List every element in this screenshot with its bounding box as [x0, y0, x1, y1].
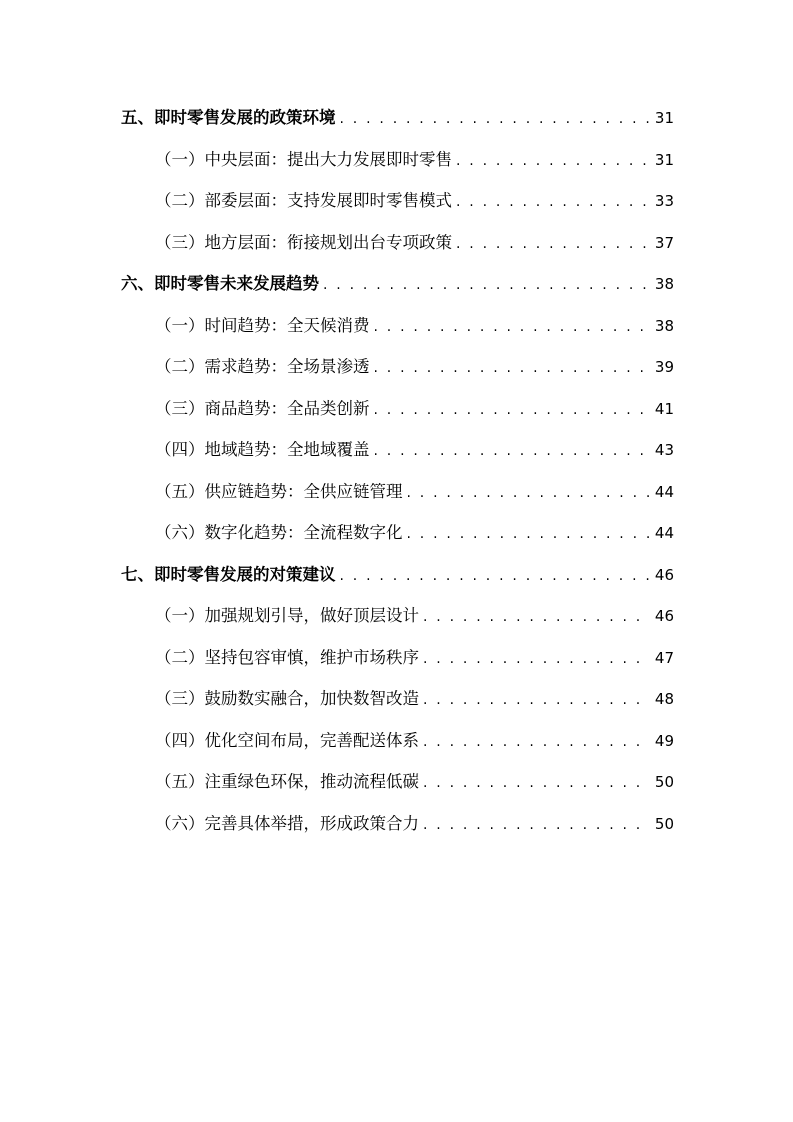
toc-entry-label: 六、即时零售未来发展趋势 [121, 274, 319, 293]
dot-leader [374, 315, 649, 339]
toc-entry-section-7-2[interactable] [155, 646, 674, 670]
dot-leader [374, 398, 649, 422]
toc-entry-section-5-2[interactable] [155, 189, 674, 213]
dot-leader [340, 107, 649, 131]
toc-entry-section-7[interactable] [121, 563, 674, 587]
toc-page-number: 49 [654, 732, 674, 750]
toc-page-number: 44 [654, 483, 674, 501]
toc-entry-label: （一）加强规划引导，做好顶层设计 [155, 606, 419, 625]
dot-leader [423, 647, 649, 671]
toc-entry-label: （五）注重绿色环保，推动流程低碳 [155, 772, 419, 791]
toc-entry-label: （一）中央层面：提出大力发展即时零售 [155, 150, 452, 169]
toc-entry-label: （二）坚持包容审慎，维护市场秩序 [155, 648, 419, 667]
dot-leader [407, 481, 649, 505]
toc-page-number: 31 [654, 151, 674, 169]
dot-leader [407, 522, 649, 546]
toc-entry-label: （三）地方层面：衔接规划出台专项政策 [155, 233, 452, 252]
toc-entry-label: （四）优化空间布局，完善配送体系 [155, 731, 419, 750]
toc-page-number: 46 [654, 566, 674, 584]
toc-entry-label: （二）需求趋势：全场景渗透 [155, 357, 370, 376]
toc-entry-section-7-3[interactable] [155, 687, 674, 711]
dot-leader [374, 439, 649, 463]
toc-entry-label: （三）商品趋势：全品类创新 [155, 399, 370, 418]
dot-leader [423, 771, 649, 795]
toc-entry-label: （一）时间趋势：全天候消费 [155, 316, 370, 335]
toc-page-number: 44 [654, 524, 674, 542]
toc-entry-section-7-1[interactable] [155, 604, 674, 628]
toc-entry-label: （五）供应链趋势：全供应链管理 [155, 482, 403, 501]
toc-page-number: 47 [654, 649, 674, 667]
toc-page-number: 37 [654, 234, 674, 252]
toc-page-number: 38 [654, 317, 674, 335]
toc-page-number: 38 [654, 275, 674, 293]
toc-entry-label: 五、即时零售发展的政策环境 [121, 108, 336, 127]
toc-page-number: 48 [654, 690, 674, 708]
dot-leader [423, 605, 649, 629]
toc-page-number: 41 [654, 400, 674, 418]
toc-entry-section-6[interactable] [121, 272, 674, 296]
toc-page-number: 39 [654, 358, 674, 376]
toc-entry-section-6-6[interactable] [155, 521, 674, 545]
toc-entry-section-6-5[interactable] [155, 480, 674, 504]
toc-entry-label: （二）部委层面：支持发展即时零售模式 [155, 191, 452, 210]
toc-entry-section-6-1[interactable] [155, 314, 674, 338]
toc-page-number: 46 [654, 607, 674, 625]
dot-leader [340, 564, 649, 588]
toc-page-number: 31 [654, 109, 674, 127]
toc-entry-section-6-3[interactable] [155, 397, 674, 421]
dot-leader [423, 813, 649, 837]
toc-page-number: 33 [654, 192, 674, 210]
toc-entry-section-5[interactable] [121, 106, 674, 130]
toc-entry-label: （六）数字化趋势：全流程数字化 [155, 523, 403, 542]
toc-entry-label: （六）完善具体举措，形成政策合力 [155, 814, 419, 833]
toc-entry-section-5-3[interactable] [155, 231, 674, 255]
dot-leader [456, 190, 649, 214]
toc-entry-section-7-5[interactable] [155, 770, 674, 794]
toc-page-number: 50 [654, 773, 674, 791]
dot-leader [456, 149, 649, 173]
toc-entry-section-5-1[interactable] [155, 148, 674, 172]
dot-leader [423, 688, 649, 712]
toc-entry-label: （三）鼓励数实融合，加快数智改造 [155, 689, 419, 708]
dot-leader [423, 730, 649, 754]
dot-leader [374, 356, 649, 380]
dot-leader [456, 232, 649, 256]
dot-leader [323, 273, 649, 297]
toc-entry-section-6-2[interactable] [155, 355, 674, 379]
toc-entry-label: 七、即时零售发展的对策建议 [121, 565, 336, 584]
toc-page-number: 50 [654, 815, 674, 833]
toc-entry-section-6-4[interactable] [155, 438, 674, 462]
toc-entry-section-7-4[interactable] [155, 729, 674, 753]
toc-entry-label: （四）地域趋势：全地域覆盖 [155, 440, 370, 459]
toc-entry-section-7-6[interactable] [155, 812, 674, 836]
toc-page-number: 43 [654, 441, 674, 459]
